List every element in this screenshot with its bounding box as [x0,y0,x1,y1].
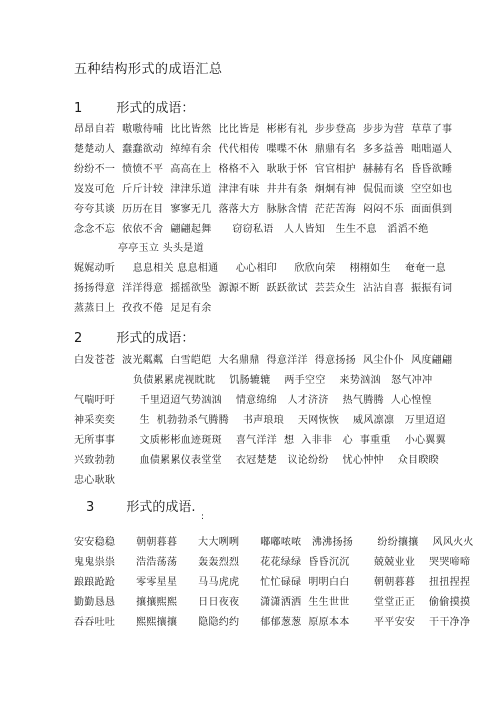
section-label: 形式的成语. [126,500,196,515]
section-3-heading [86,496,196,515]
idiom-line: 神采奕奕 生 机勃勃杀气腾腾 书声琅琅 天网恢恢 威风凛凛 万里迢迢 [74,415,446,426]
idiom-line: 勤勤恳恳 攘攘熙熙 日日夜夜 潇潇洒洒 生生世世 堂堂正正 偷偷摸摸 [74,597,471,608]
idiom-line: 气喘吁吁 千里迢迢气势汹汹 情意绵绵 人才济济 热气腾腾 人心惶惶 [74,395,432,406]
page-title: 五种结构形式的成语汇总 [74,62,223,77]
section-2-heading [74,327,194,346]
idiom-line: 岌岌可危 斤斤计较 津津乐道 津津有味 井井有条 炯炯有神 侃侃而谈 空空如也 [74,184,453,195]
section-label: 形式的成语： [116,101,195,116]
section-number: 1 [74,101,83,116]
section-label: 形式的成语： [116,331,195,346]
idiom-line: 踉踉跄跄 零零星星 马马虎虎 忙忙碌碌 明明白白 朝朝暮暮 扭扭捏捏 [74,577,471,588]
idiom-line: 安安稳稳 朝朝暮暮 大大咧咧 嘟嘟哝哝 沸沸扬扬 纷纷攘攘 风风火火 [74,537,474,548]
idiom-line: 纷纷不一 愤愤不平 高高在上 格格不入 耿耿于怀 官官相护 赫赫有名 昏昏欲睡 [74,164,453,175]
idiom-line: 楚楚动人 蠢蠢欲动 绰绰有余 代代相传 喋喋不休 鼎鼎有名 多多益善 咄咄逼人 [74,144,453,155]
idiom-line: 亭亭玉立 头头是道 [118,243,204,254]
idiom-line: 念念不忘 依依不舍 翩翩起舞 窃窃私语 人人皆知 生生不息 滔滔不绝 [74,224,429,235]
idiom-line: 忠心耿耿 [74,475,116,486]
section-1-heading [74,97,194,116]
idiom-line: 吞吞吐吐 熙熙攘攘 隐隐约约 郁郁葱葱 原原本本 平平安安 干干净净 [74,617,471,628]
idiom-line: 负债累累虎视眈眈 饥肠辘辘 两手空空 来势汹汹 怒气冲冲 [133,375,433,386]
idiom-line: 鬼鬼祟祟 浩浩荡荡 轰轰烈烈 花花绿绿 昏昏沉沉 兢兢业业 哭哭啼啼 [74,557,471,568]
idiom-line: 昂昂自若 嗷嗷待哺 比比皆然 比比皆是 彬彬有礼 步步登高 步步为营 草草了事 [74,124,453,135]
idiom-line: 娓娓动听 息息相关 息息相通 心心相印 欣欣向荣 栩栩如生 奄奄一息 [74,263,446,274]
idiom-line: 夸夸其谈 历历在目 寥寥无几 落落大方 脉脉含情 茫茫苦海 闷闷不乐 面面俱到 [74,204,453,215]
idiom-line: 无所事事 文质彬彬血迹斑斑 喜气洋洋 想 入非非 心 事重重 小心翼翼 [74,435,446,446]
section-number: 3 [86,500,95,515]
idiom-line: 兴致勃勃 血债累累仪表堂堂 衣冠楚楚 议论纷纷 忧心忡忡 众目睽睽 [74,455,439,466]
idiom-line: 扬扬得意 洋洋得意 摇摇欲坠 源源不断 跃跃欲试 芸芸众生 沾沾自喜 振振有词 [74,283,453,294]
stray-mark: : [201,512,205,522]
section-number: 2 [74,331,83,346]
idiom-line: 白发苍苍 波光粼粼 白雪皑皑 大名鼎鼎 得意洋洋 得意扬扬 风尘仆仆 风度翩翩 [74,355,453,366]
idiom-line: 蒸蒸日上 孜孜不倦 足足有余 [74,303,212,314]
